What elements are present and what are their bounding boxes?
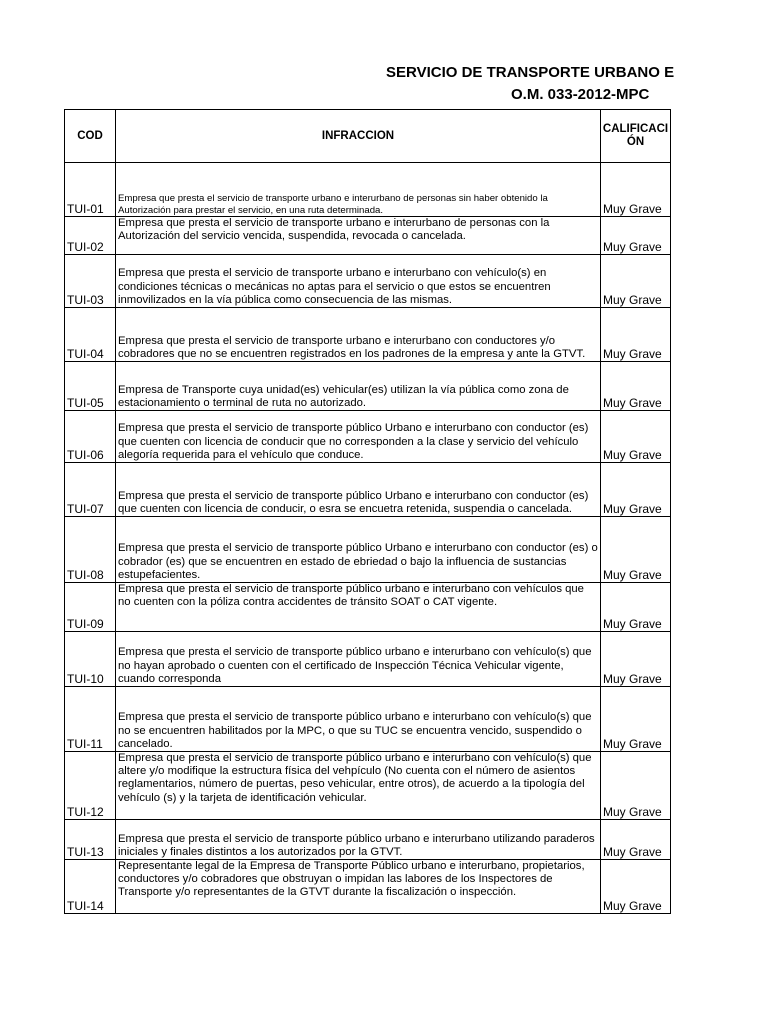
table-row <box>65 820 671 860</box>
cod-cell: TUI-09 <box>65 583 116 632</box>
calificacion-cell: Muy Grave <box>601 583 671 632</box>
table-row <box>65 860 671 914</box>
table-row <box>65 687 671 752</box>
infraccion-cell: Empresa que presta el servicio de transporte público Urbano e interurbano con conductor (es) o cobrador (es) que se encuentren en estado de ebriedad o bajo la influencia de sustancias estupefacientes. <box>116 517 601 583</box>
cod-cell: TUI-10 <box>65 632 116 687</box>
infraccion-cell: Empresa que presta el servicio de transporte público Urbano e interurbano con conductor (es) que cuenten con licencia de conducir, o esra se encuetra retenida, suspendia o cancelada. <box>116 463 601 517</box>
cod-cell: TUI-03 <box>65 255 116 308</box>
cod-cell: TUI-08 <box>65 517 116 583</box>
cod-cell: TUI-07 <box>65 463 116 517</box>
table-row <box>65 411 671 463</box>
calificacion-cell: Muy Grave <box>601 632 671 687</box>
calificacion-cell: Muy Grave <box>601 860 671 914</box>
table-row <box>65 255 671 308</box>
calificacion-cell: Muy Grave <box>601 217 671 255</box>
calificacion-cell: Muy Grave <box>601 517 671 583</box>
table-row <box>65 752 671 820</box>
calificacion-cell: Muy Grave <box>601 308 671 362</box>
document-title-line-1: SERVICIO DE TRANSPORTE URBANO E <box>386 64 675 81</box>
calificacion-cell: Muy Grave <box>601 163 671 217</box>
table-row <box>65 463 671 517</box>
infraccion-cell: Empresa que presta el servicio de transporte urbano e interurbano de personas con la Autorización del servicio vencida, suspendida, revocada o cancelada. <box>116 217 601 255</box>
cod-cell: TUI-11 <box>65 687 116 752</box>
calificacion-cell: Muy Grave <box>601 820 671 860</box>
infraccion-cell: Empresa que presta el servicio de transporte público Urbano e interurbano con conductor (es) que cuenten con licencia de conducir que no corresponden a la clase y servicio del vehículo alegoría requerida para el vehículo que conduce. <box>116 411 601 463</box>
cod-cell: TUI-12 <box>65 752 116 820</box>
calificacion-cell: Muy Grave <box>601 687 671 752</box>
column-header-calificacion <box>601 110 671 163</box>
infraccion-cell: Representante legal de la Empresa de Transporte Público urbano e interurbano, propietarios, conductores y/o cobradores que obstruyan o impidan las labores de los Inspectores de Transporte y/o representantes de la GTVT durante la fiscalización o inspección. <box>116 860 601 914</box>
cod-cell: TUI-13 <box>65 820 116 860</box>
column-header-infraccion: INFRACCION <box>116 110 601 163</box>
calificacion-cell: Muy Grave <box>601 362 671 411</box>
cod-cell: TUI-14 <box>65 860 116 914</box>
infraccion-cell: Empresa que presta el servicio de transporte público urbano e interurbano con vehículo(s) que no se encuentren habilitados por la MPC, o que su TUC se encuentra vencido, suspendido o cancelado. <box>116 687 601 752</box>
cod-cell: TUI-02 <box>65 217 116 255</box>
calificacion-cell: Muy Grave <box>601 463 671 517</box>
table-row <box>65 583 671 632</box>
document-title-line-2: O.M. 033-2012-MPC <box>511 86 650 103</box>
table-row <box>65 308 671 362</box>
cod-cell: TUI-05 <box>65 362 116 411</box>
calificacion-cell: Muy Grave <box>601 411 671 463</box>
infraccion-cell: Empresa que presta el servicio de transporte público urbano e interurbano con vehículo(s) que altere y/o modifique la estructura física del vehpículo (No cuenta con el número de asientos reglamentarios, número de puertas, peso vehicular, entre otros), de acuerdo a la tipología del vehículo (s) y la tarjeta de identificación vehicular. <box>116 752 601 820</box>
infraccion-cell: Empresa que presta el servicio de transporte urbano e interurbano con vehículo(s) en condiciones técnicas o mecánicas no aptas para el servicio o que estos se encuentren inmovilizados en la vía pública como consecuencia de las mismas. <box>116 255 601 308</box>
calificacion-cell: Muy Grave <box>601 752 671 820</box>
infraccion-cell: Empresa que presta el servicio de transporte urbano e interurbano con conductores y/o cobradores que no se encuentren registrados en los padrones de la empresa y ante la GTVT. <box>116 308 601 362</box>
infraccion-cell: Empresa que presta el servicio de transporte urbano e interurbano de personas sin haber obtenido la Autorización para prestar el servicio, en una ruta determinada. <box>116 163 601 217</box>
table-row <box>65 163 671 217</box>
table-row <box>65 517 671 583</box>
calificacion-cell: Muy Grave <box>601 255 671 308</box>
infraccion-cell: Empresa que presta el servicio de transporte público urbano e interurbano con vehículos que no cuenten con la póliza contra accidentes de tránsito SOAT o CAT vigente. <box>116 583 601 632</box>
infraccion-cell: Empresa que presta el servicio de transporte público urbano e interurbano con vehículo(s) que no hayan aprobado o cuenten con el certificado de Inspección Técnica Vehicular vigente, cuando corresponda <box>116 632 601 687</box>
table-row <box>65 362 671 411</box>
table-row <box>65 217 671 255</box>
table-row <box>65 632 671 687</box>
cod-cell: TUI-01 <box>65 163 116 217</box>
cod-cell: TUI-04 <box>65 308 116 362</box>
column-header-calificacion-text: CALIFICACIÓN <box>602 123 669 148</box>
infraccion-cell: Empresa de Transporte cuya unidad(es) vehicular(es) utilizan la vía pública como zona de estacionamiento o terminal de ruta no autorizado. <box>116 362 601 411</box>
table-header-row <box>65 110 671 163</box>
infractions-table <box>64 109 671 914</box>
cod-cell: TUI-06 <box>65 411 116 463</box>
infraccion-cell: Empresa que presta el servicio de transporte público urbano e interurbano utilizando paraderos iniciales y finales distintos a los autorizados por la GTVT. <box>116 820 601 860</box>
column-header-cod: COD <box>65 110 116 163</box>
